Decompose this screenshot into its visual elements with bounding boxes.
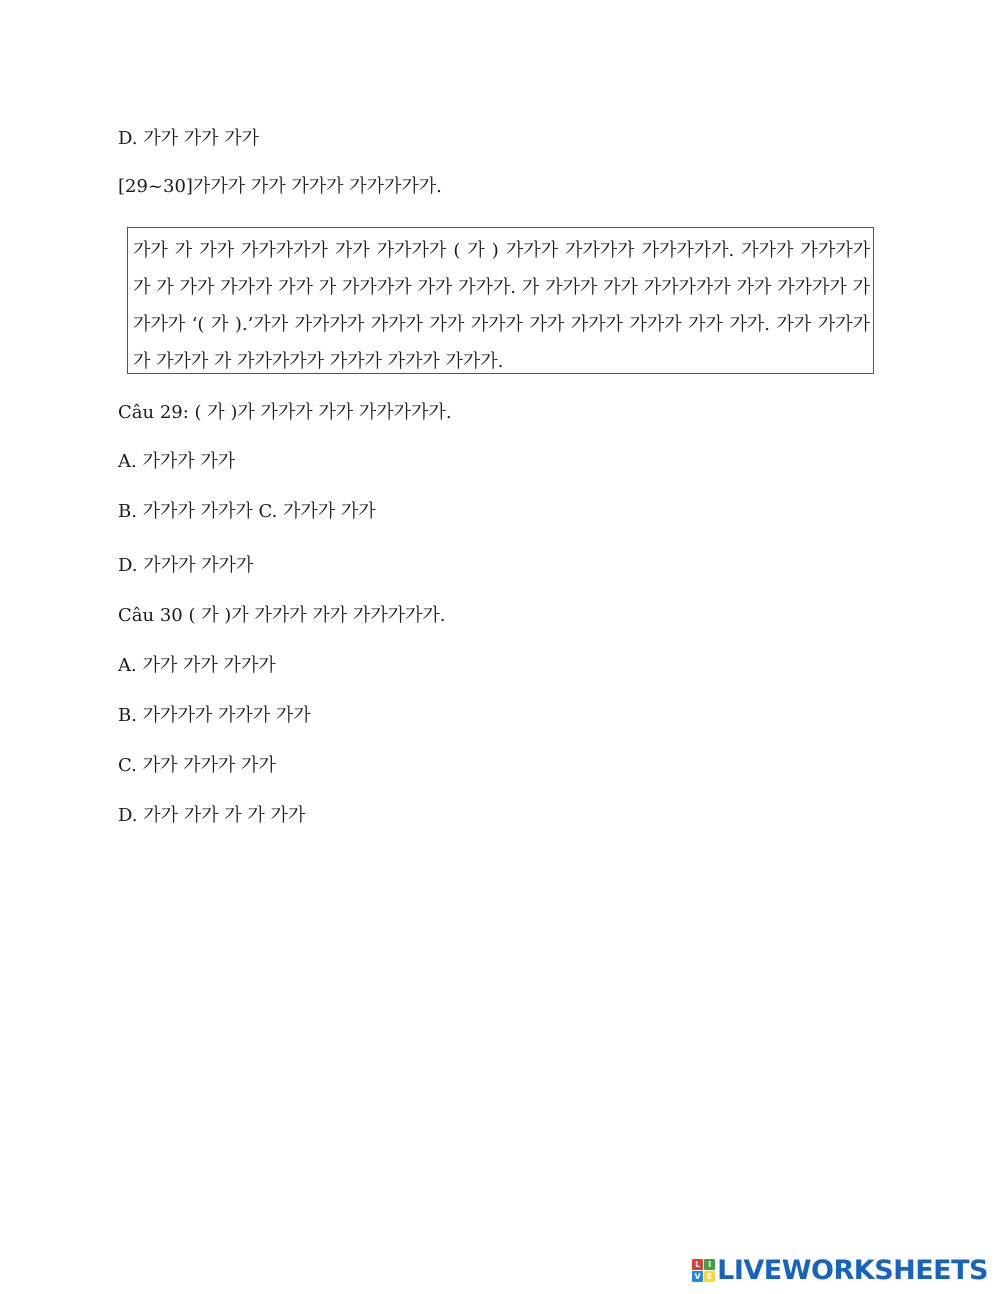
q30-option-c: C. 가가 가가가 가가	[118, 755, 276, 776]
q29-option-b-c: B. 가가가 가가가 C. 가가가 가가	[118, 501, 376, 522]
q30-option-d: D. 가가 가가 가 가 가가	[118, 805, 306, 826]
previous-option-d: D. 가가 가가 가가	[118, 128, 260, 149]
q30-option-a: A. 가가 가가 가가가	[118, 655, 276, 676]
q30-option-b: B. 가가가가 가가가 가가	[118, 705, 311, 726]
section-heading: [29~30]가가가 가가 가가가 가가가가가.	[118, 176, 442, 197]
q29-option-a: A. 가가가 가가	[118, 451, 236, 472]
question-29: Câu 29: ( 가 )가 가가가 가가 가가가가가.	[118, 402, 452, 423]
reading-passage-box	[127, 227, 874, 374]
logo-tile: E	[704, 1271, 715, 1282]
logo-tiles-icon	[692, 1259, 715, 1282]
logo-tile: V	[692, 1271, 703, 1282]
logo-tile: L	[692, 1259, 703, 1270]
question-30: Câu 30 ( 가 )가 가가가 가가 가가가가가.	[118, 605, 446, 626]
logo-tile: I	[704, 1259, 715, 1270]
logo-text: LIVEWORKSHEETS	[717, 1254, 988, 1286]
q29-option-d: D. 가가가 가가가	[118, 555, 254, 576]
passage-text: 가가 가 가가 가가가가가 가가 가가가가 ( 가 ) 가가가 가가가가 가가가가가. 가가가 가가가가가 가 가가 가가가 가가 가 가가가가 가가 가가가. 가 가가가 가가 가가가가가 가가 가가가가 가가가가 ‘( 가 ).’가가 가가가가 가가가 가가 가가가 가가 가가가 가가가 가가 가가. 가가 가가가가 가가가 가 가가가가가 가가가 가가가 가가가.	[133, 240, 870, 372]
liveworksheets-logo	[692, 1254, 988, 1286]
